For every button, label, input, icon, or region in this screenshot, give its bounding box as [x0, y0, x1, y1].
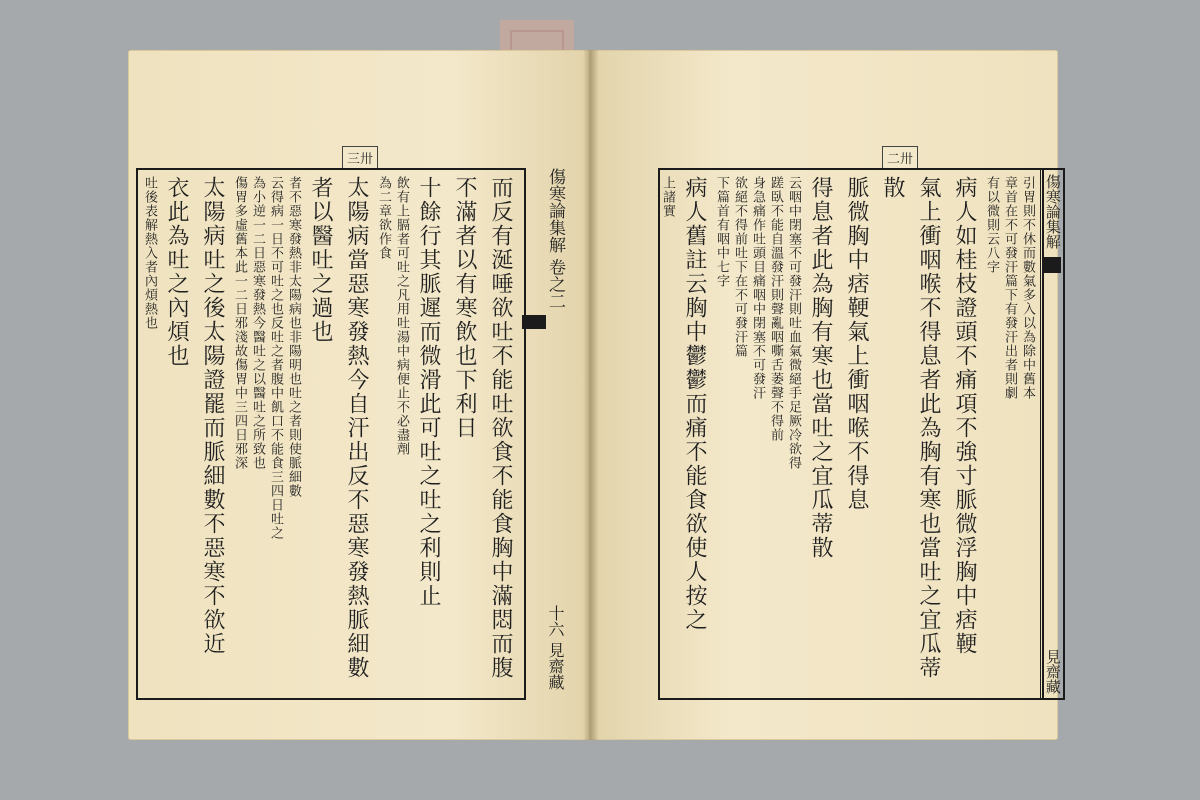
text-column: 引胃則不休而數氣多入以為除中舊本 [1020, 176, 1035, 400]
left-page [128, 50, 590, 740]
left-text-columns [144, 176, 518, 692]
text-column: 十餘行其脈遲而微滑此可吐之吐之利則止 [416, 176, 441, 608]
fishtail-mark [522, 315, 546, 329]
text-column: 有以微則云八字 [984, 176, 999, 274]
text-column: 章首在不可發汗篇下有發汗出者則劇 [1002, 176, 1017, 400]
text-column: 太陽病吐之後太陽證罷而脈細數不惡寒不欲近 [200, 176, 225, 656]
left-fore-edge-label [522, 168, 566, 696]
left-text-frame [136, 168, 526, 700]
text-column: 氣上衝咽喉不得息者此為胸有寒也當吐之宜瓜蒂散 [880, 176, 941, 680]
text-column: 脈微胸中痞鞕氣上衝咽喉不得息 [844, 176, 869, 512]
text-column: 云得病一日不可吐之也反吐之者腹中飢口不能食三四日吐之 [268, 176, 283, 540]
right-publisher: 見齋藏 [1043, 649, 1062, 694]
text-column: 身急痛作吐頭目痛咽中閉塞不可發汗 [750, 176, 765, 400]
text-column: 得息者此為胸有寒也當吐之宜瓜蒂散 [808, 176, 833, 560]
right-margin-title: 傷寒論集解 [1043, 174, 1062, 249]
text-column: 衣此為吐之內煩也 [164, 176, 189, 368]
left-leaf-number: 十六 [546, 604, 565, 637]
text-column: 為二章欲作食 [376, 176, 391, 260]
text-column: 者以醫吐之過也 [308, 176, 333, 344]
text-column: 傷胃多虛舊本此一二日邪淺故傷胃中三四日邪深 [232, 176, 247, 470]
right-fore-edge-label [1040, 168, 1065, 700]
text-column: 欲絕不得前吐下在不可發汗篇 [732, 176, 747, 358]
right-text-columns [660, 176, 1036, 692]
text-column: 為小逆一二日惡寒發熱今醫吐之以醫吐之所致也 [250, 176, 265, 470]
right-text-frame [658, 168, 1044, 700]
text-column: 者不惡寒發熱非太陽病也非陽明也吐之者則使脈細數 [286, 176, 301, 498]
open-book [128, 50, 1062, 740]
text-column: 吐後表解熱入者內煩熱也 [142, 176, 157, 330]
text-column: 云咽中閉塞不可發汗則吐血氣微絕手足厥冷欲得 [786, 176, 801, 470]
left-publisher: 見齋藏 [546, 642, 565, 690]
text-column: 病人如桂枝證頭不痛項不強寸脈微浮胸中痞鞕 [952, 176, 977, 656]
text-column: 下篇首有咽中七字 [714, 176, 729, 288]
text-column: 太陽病當惡寒發熱今自汗出反不惡寒發熱脈細數 [344, 176, 369, 680]
text-column: 而反有涎唾欲吐不能吐欲食不能食胸中滿悶而腹不滿者以有寒飲也下利日 [452, 176, 513, 680]
right-volume-tag: 二卅 [882, 146, 918, 169]
right-fishtail-mark [1043, 257, 1061, 273]
left-volume-tag: 三卅 [342, 146, 378, 169]
text-column: 飲有上膈者可吐之凡用吐湯中病便止不必盡劑 [394, 176, 409, 456]
book-gutter [583, 50, 599, 740]
text-column: 蹉臥不能自溫發汗則聲亂咽嘶舌萎聲不得前 [768, 176, 783, 442]
text-column: 病人舊註云胸中鬱鬱而痛不能食欲使人按之 [682, 176, 707, 632]
text-column: 上諸實 [660, 176, 675, 218]
left-margin-title: 傷寒論集解 [545, 168, 565, 253]
left-margin-volume: 卷之二 [545, 258, 565, 310]
